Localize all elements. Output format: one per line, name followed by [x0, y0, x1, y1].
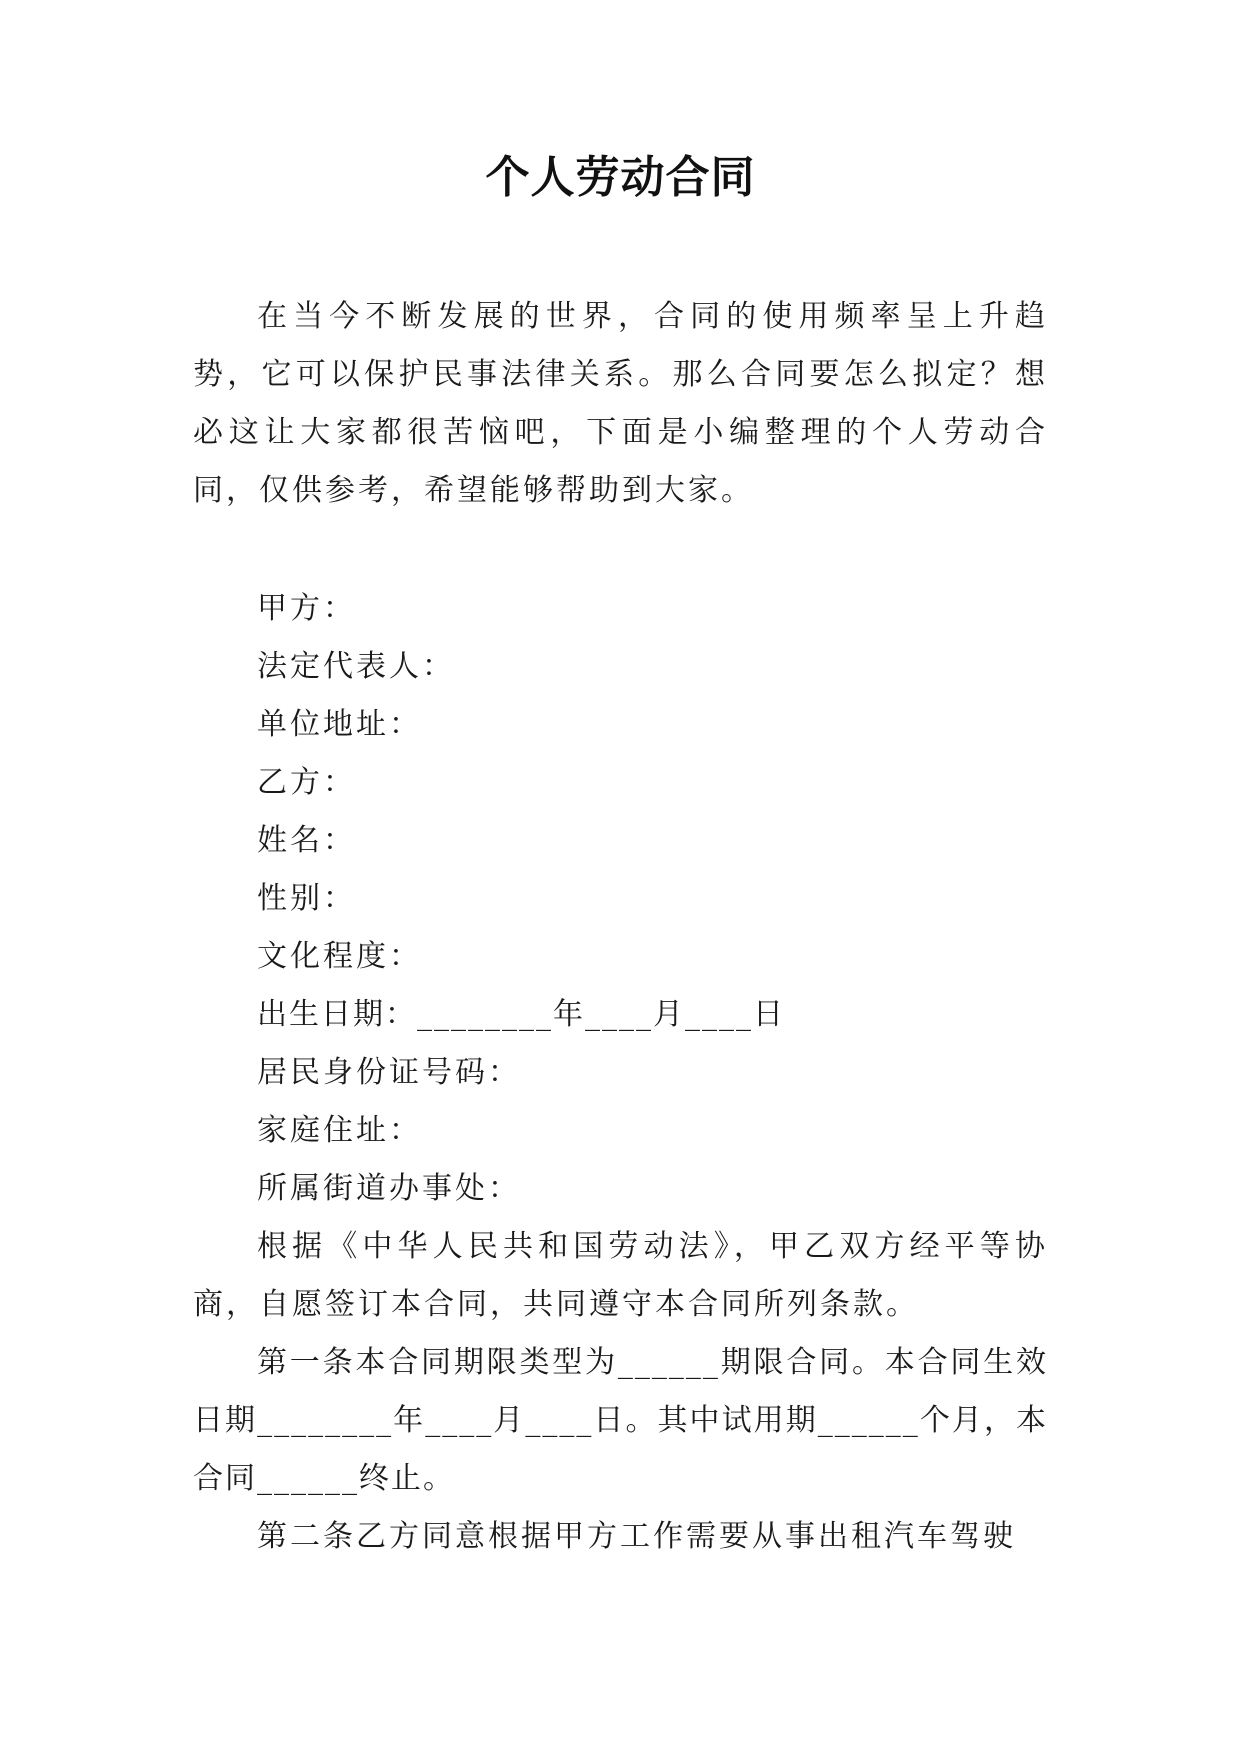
field-legal-representative: 法定代表人：	[257, 649, 455, 684]
field-name: 姓名：	[257, 823, 356, 858]
party-info-fields	[193, 580, 1048, 1218]
field-id-number: 居民身份证号码：	[257, 1055, 521, 1090]
field-company-address: 单位地址：	[257, 707, 422, 742]
field-birth-date: 出生日期：________年____月____日	[257, 997, 785, 1032]
body-paragraph-article-2: 第二条乙方同意根据甲方工作需要从事出租汽车驾驶	[257, 1519, 1016, 1554]
body-paragraph-article-1: 第一条本合同期限类型为______期限合同。本合同生效日期________年____月____日。其中试用期______个月，本合同______终止。	[193, 1345, 1048, 1496]
body-paragraph-preamble: 根据《中华人民共和国劳动法》，甲乙双方经平等协商，自愿签订本合同，共同遵守本合同所列条款。	[193, 1229, 1048, 1322]
field-home-address: 家庭住址：	[257, 1113, 422, 1148]
field-education: 文化程度：	[257, 939, 422, 974]
contract-body	[193, 1218, 1048, 1566]
field-street-office: 所属街道办事处：	[257, 1171, 521, 1206]
field-gender: 性别：	[257, 881, 356, 916]
field-party-a: 甲方：	[257, 591, 356, 626]
document-title: 个人劳动合同	[485, 152, 756, 203]
intro-paragraph: 在当今不断发展的世界，合同的使用频率呈上升趋势，它可以保护民事法律关系。那么合同要怎么拟定？想必这让大家都很苦恼吧，下面是小编整理的个人劳动合同，仅供参考，希望能够帮助到大家。	[193, 299, 1048, 508]
field-party-b: 乙方：	[257, 765, 356, 800]
